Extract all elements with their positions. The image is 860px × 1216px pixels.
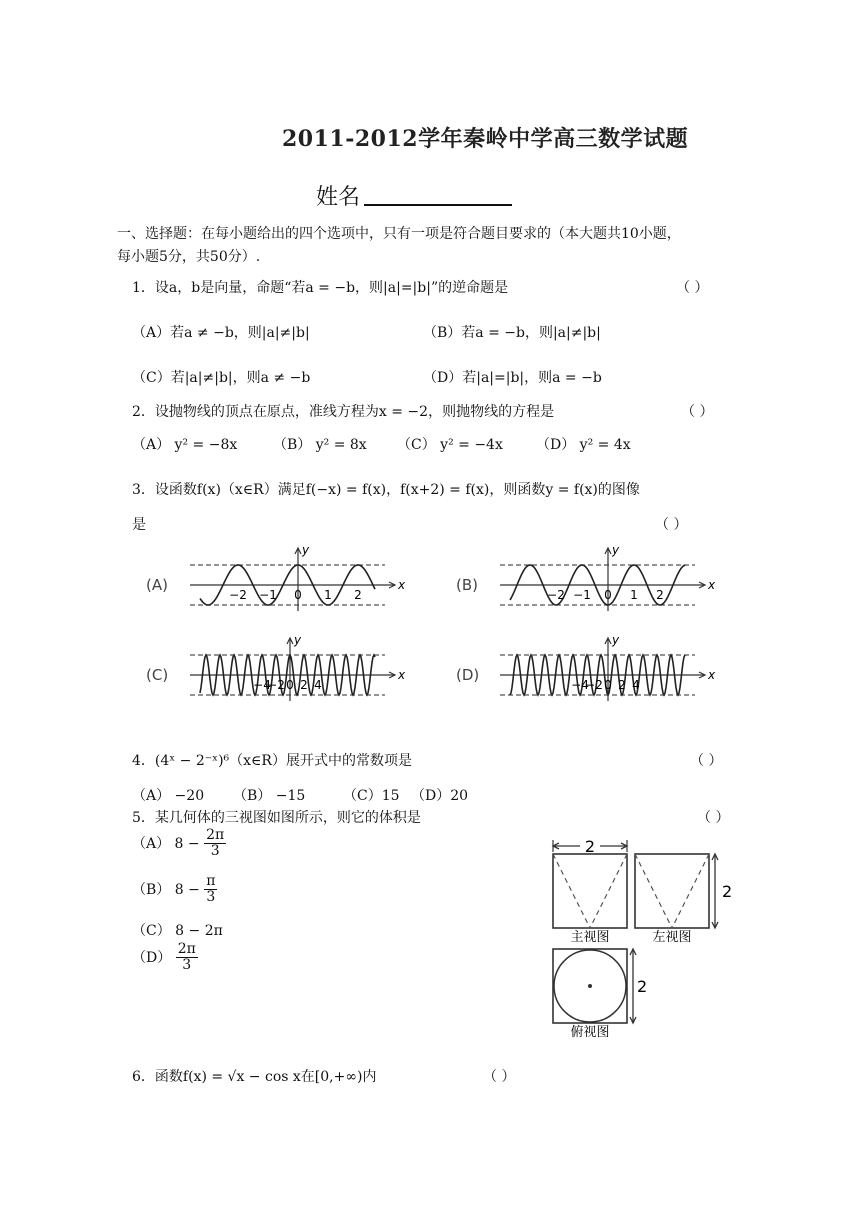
q5-option-d: （D） $\frac{2\pi}{3}$ xyxy=(132,941,196,973)
y-axis-label: y xyxy=(294,633,302,647)
svg-text:主视图: 主视图 xyxy=(570,930,610,945)
left-view xyxy=(635,854,709,945)
name-blank-line[interactable] xyxy=(364,204,512,206)
q3-graph-label: (A) xyxy=(146,576,168,594)
dimension-bottom xyxy=(630,949,647,1023)
q3-tick-label: −2 xyxy=(547,588,565,602)
q2-option-c: （C） y² = −4x xyxy=(397,437,503,453)
svg-text:2: 2 xyxy=(584,837,596,856)
front-view xyxy=(553,854,627,945)
q3-tick-label: 2 xyxy=(354,588,362,602)
q4-option-a: （A） −20 xyxy=(132,788,205,804)
q3-graph-label: (C) xyxy=(146,666,169,684)
q1-option-d: （D）若|a|=|b|，则a = −b xyxy=(423,370,602,386)
q2-option-a: （A） y² = −8x xyxy=(132,437,238,453)
q3-tick-label: 0 xyxy=(604,588,612,602)
q3-graph-4 xyxy=(456,633,716,701)
q5-option-a: （A） 8 − $\frac{2\pi}{3}$ xyxy=(132,827,225,859)
q3-tick-label: 4 xyxy=(632,678,640,692)
y-axis-label: y xyxy=(302,543,310,557)
q1-stem: 1．设a，b是向量，命题“若a = −b，则|a|=|b|”的逆命题是 xyxy=(132,280,509,296)
q3-tick-label: −4 xyxy=(571,678,589,692)
svg-text:2: 2 xyxy=(637,977,648,996)
q6-answer-bracket: （ ） xyxy=(483,1069,516,1085)
x-axis-label: x xyxy=(398,578,406,592)
q3-graph-options xyxy=(140,540,730,710)
q1-option-b: （B）若a = −b，则|a|≠|b| xyxy=(423,325,601,341)
svg-text:左视图: 左视图 xyxy=(652,930,692,945)
x-axis-label: x xyxy=(708,578,716,592)
q5-option-c: （C） 8 − 2π xyxy=(132,923,223,939)
section-instructions-line2: 每小题5分，共50分）. xyxy=(117,249,261,265)
q3-graph-1 xyxy=(146,543,406,611)
q4-answer-bracket: （ ） xyxy=(690,753,723,769)
q1-option-a: （A）若a ≠ −b，则|a|≠|b| xyxy=(132,325,310,341)
q3-tick-label: −4 xyxy=(253,678,271,692)
q1-answer-bracket: （ ） xyxy=(676,280,709,296)
q1-option-c: （C）若|a|≠|b|，则a ≠ −b xyxy=(132,370,311,386)
q3-tick-label: 1 xyxy=(630,588,638,602)
q6-stem: 6．函数f(x) = √x − cos x在[0,+∞)内 xyxy=(132,1069,377,1085)
q5-option-b: （B） 8 − $\frac{\pi}{3}$ xyxy=(132,873,216,905)
q3-tick-label: 2 xyxy=(300,678,308,692)
q3-stem: 3．设函数f(x)（x∈R）满足f(−x) = f(x)，f(x+2) = f(x)，则函数y = f(x)的图像 xyxy=(132,482,640,498)
q5-answer-bracket: （ ） xyxy=(697,810,730,826)
q3-tick-label: 0 xyxy=(604,678,612,692)
q4-option-b: （B） −15 xyxy=(233,788,306,804)
q3-tick-label: −1 xyxy=(259,588,277,602)
svg-text:俯视图: 俯视图 xyxy=(570,1025,610,1040)
q2-option-b: （B） y² = 8x xyxy=(273,437,367,453)
name-label: 姓名 xyxy=(316,185,361,210)
q3-tick-label: −2 xyxy=(229,588,247,602)
q4-option-d: （D）20 xyxy=(411,788,469,804)
q3-tick-label: 2 xyxy=(656,588,664,602)
q3-graph-2 xyxy=(456,543,716,611)
q3-graph-label: (D) xyxy=(456,666,480,684)
q3-tick-label: 2 xyxy=(618,678,626,692)
q5-three-view-figure xyxy=(545,834,735,1040)
dimension-right xyxy=(712,854,732,928)
x-axis-label: x xyxy=(398,668,406,682)
page-title: 2011-2012学年秦岭中学高三数学试题 xyxy=(282,126,689,152)
dimension-top xyxy=(553,837,627,856)
top-view xyxy=(553,949,627,1040)
q5-stem: 5．某几何体的三视图如图所示，则它的体积是 xyxy=(132,810,421,826)
q4-option-c: （C）15 xyxy=(343,788,400,804)
y-axis-label: y xyxy=(612,633,620,647)
q3-graph-3 xyxy=(146,633,406,701)
q3-tick-label: 0 xyxy=(294,588,302,602)
q2-option-d: （D） y² = 4x xyxy=(536,437,631,453)
q3-tick-label: 1 xyxy=(324,588,332,602)
q3-graph-label: (B) xyxy=(456,576,478,594)
q3-tick-label: −2 xyxy=(585,678,603,692)
q4-stem: 4．(4ˣ − 2⁻ˣ)⁶（x∈R）展开式中的常数项是 xyxy=(132,753,412,769)
q3-answer-bracket: （ ） xyxy=(655,517,688,533)
y-axis-label: y xyxy=(612,543,620,557)
q3-tick-label: 0 xyxy=(286,678,294,692)
q2-stem: 2．设抛物线的顶点在原点，准线方程为x = −2，则抛物线的方程是 xyxy=(132,404,555,420)
q3-stem-continued: 是 xyxy=(132,517,146,533)
section-instructions-line1: 一、选择题：在每小题给出的四个选项中，只有一项是符合题目要求的（本大题共10小题， xyxy=(117,226,681,242)
svg-text:2: 2 xyxy=(722,882,733,901)
x-axis-label: x xyxy=(708,668,716,682)
q3-tick-label: 4 xyxy=(314,678,322,692)
q3-tick-label: −1 xyxy=(573,588,591,602)
q2-answer-bracket: （ ） xyxy=(681,404,714,420)
q3-tick-label: −2 xyxy=(267,678,285,692)
